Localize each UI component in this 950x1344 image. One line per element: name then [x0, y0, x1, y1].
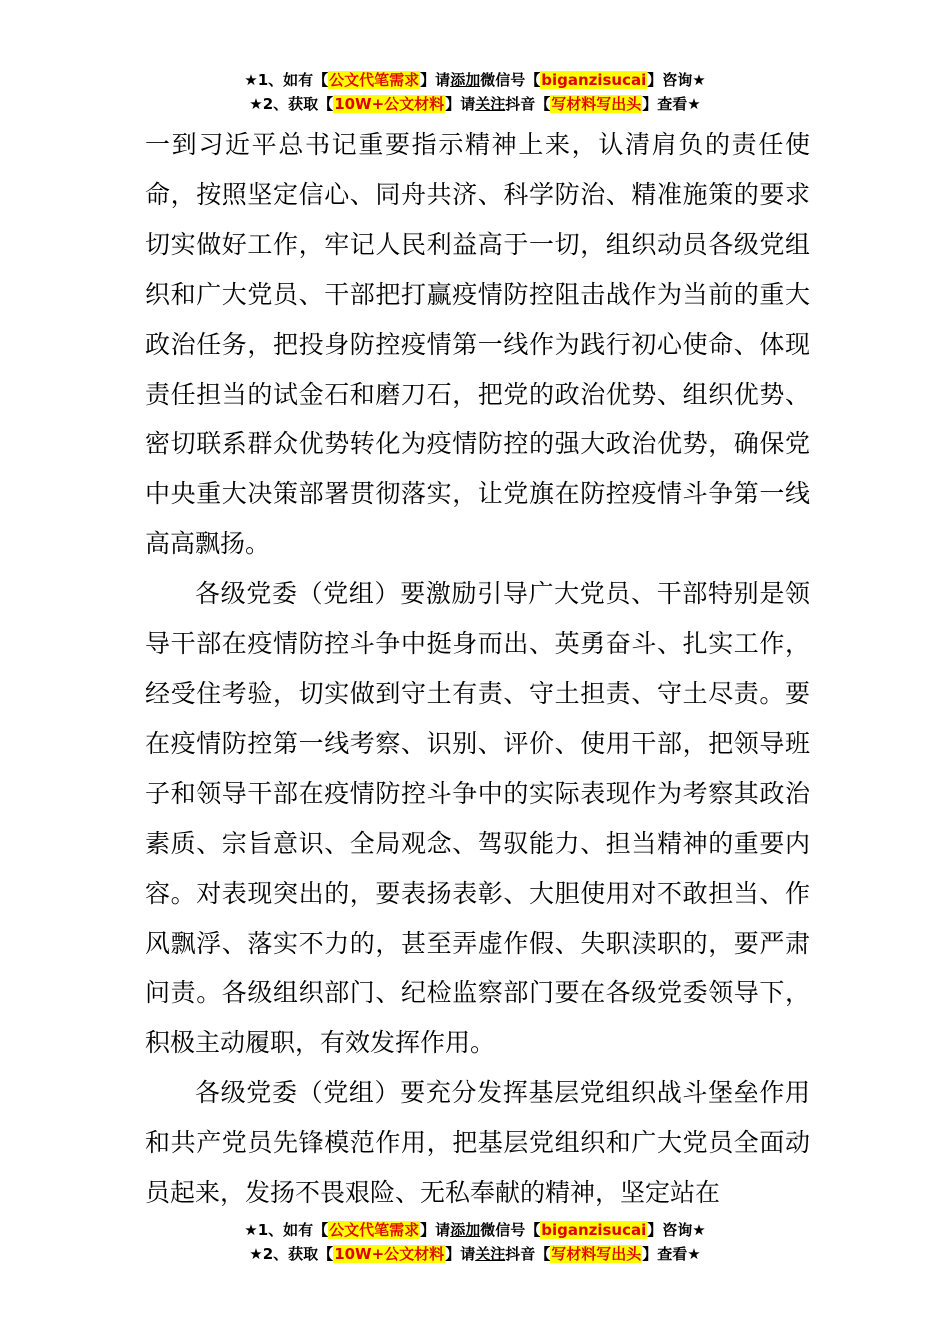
footer-line-2-prefix: ★2、获取【: [249, 1245, 334, 1263]
paragraph-1: 一到习近平总书记重要指示精神上来，认清肩负的责任使命，按照坚定信心、同舟共济、科学防治、精准施策的要求切实做好工作，牢记人民利益高于一切，组织动员各级党组织和广大党员、干部把打赢疫情防控阻击战作为当前的重大政治任务，把投身防控疫情第一线作为践行初心使命、体现责任担当的试金石和磨刀石，把党的政治优势、组织优势、密切联系群众优势转化为疫情防控的强大政治优势，确保党中央重大决策部署贯彻落实，让党旗在防控疫情斗争第一线高高飘扬。: [145, 130, 810, 559]
footer-wechat-id-highlight: biganzisucai: [541, 1221, 647, 1239]
footer-banner: [0, 1218, 950, 1266]
header-line-1-text: 】请: [420, 71, 451, 89]
footer-line-1-text: 】请: [420, 1221, 451, 1239]
header-line-2-text-2: 抖音【: [505, 95, 551, 113]
header-line-1-prefix: ★1、如有【: [244, 71, 329, 89]
header-line-2-text: 】请: [445, 95, 476, 113]
header-service-highlight: 公文代笔需求: [329, 71, 420, 89]
header-line-2-suffix: 】查看★: [642, 95, 701, 113]
paragraph-3: 各级党委（党组）要充分发挥基层党组织战斗堡垒作用和共产党员先锋模范作用，把基层党组织和广大党员全面动员起来，发扬不畏艰险、无私奉献的精神，坚定站在: [145, 1078, 810, 1208]
header-douyin-highlight: 写材料写出头: [551, 95, 642, 113]
footer-materials-highlight: 10W+公文材料: [334, 1245, 445, 1263]
footer-line-1-suffix: 】咨询★: [647, 1221, 706, 1239]
header-line-2-prefix: ★2、获取【: [249, 95, 334, 113]
header-wechat-id-highlight: biganzisucai: [541, 71, 647, 89]
header-line-2: [0, 92, 950, 116]
header-materials-highlight: 10W+公文材料: [334, 95, 445, 113]
footer-line-2-suffix: 】查看★: [642, 1245, 701, 1263]
header-underlined-add: 添加: [450, 71, 481, 89]
footer-underlined-add: 添加: [450, 1221, 481, 1239]
footer-underlined-follow: 关注: [475, 1245, 506, 1263]
footer-line-1-prefix: ★1、如有【: [244, 1221, 329, 1239]
footer-service-highlight: 公文代笔需求: [329, 1221, 420, 1239]
header-line-1-text-2: 微信号【: [480, 71, 541, 89]
footer-line-2: [0, 1242, 950, 1266]
header-line-1-suffix: 】咨询★: [647, 71, 706, 89]
footer-line-1: [0, 1218, 950, 1242]
paragraph-2: 各级党委（党组）要激励引导广大党员、干部特别是领导干部在疫情防控斗争中挺身而出、英勇奋斗、扎实工作，经受住考验，切实做到守土有责、守土担责、守土尽责。要在疫情防控第一线考察、识别、评价、使用干部，把领导班子和领导干部在疫情防控斗争中的实际表现作为考察其政治素质、宗旨意识、全局观念、驾驭能力、担当精神的重要内容。对表现突出的，要表扬表彰、大胆使用对不敢担当、作风飘浮、落实不力的，甚至弄虚作假、失职渎职的，要严肃问责。各级组织部门、纪检监察部门要在各级党委领导下，积极主动履职，有效发挥作用。: [145, 579, 810, 1058]
footer-line-2-text-2: 抖音【: [505, 1245, 551, 1263]
footer-line-2-text: 】请: [445, 1245, 476, 1263]
footer-douyin-highlight: 写材料写出头: [551, 1245, 642, 1263]
footer-line-1-text-2: 微信号【: [480, 1221, 541, 1239]
header-underlined-follow: 关注: [475, 95, 506, 113]
header-line-1: [0, 68, 950, 92]
header-banner: [0, 68, 950, 116]
document-body: [145, 120, 810, 1218]
